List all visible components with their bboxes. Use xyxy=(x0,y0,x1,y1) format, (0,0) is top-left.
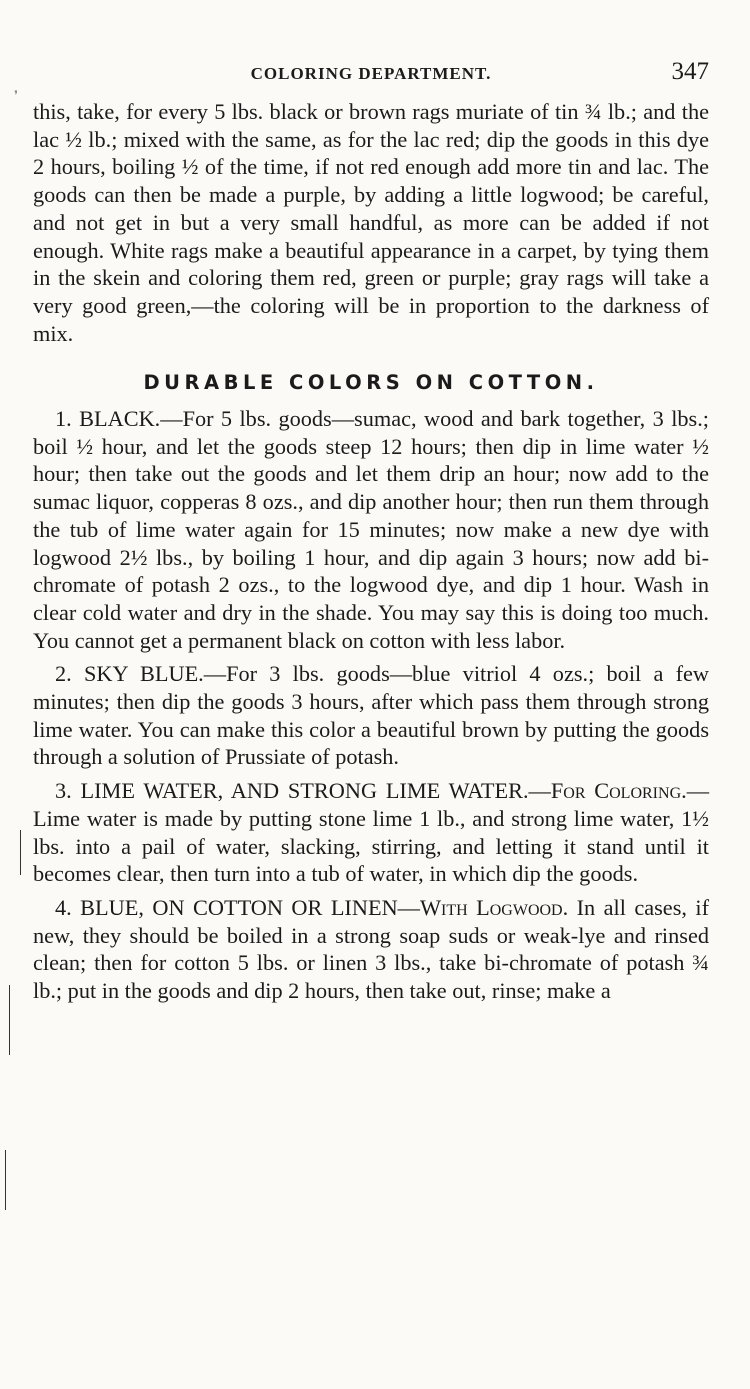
body-text xyxy=(33,98,709,1005)
page-number: 347 xyxy=(671,58,709,85)
section-heading: DURABLE COLORS ON COTTON. xyxy=(143,371,599,395)
recipe-lime-water xyxy=(33,777,709,888)
recipe-subhead: With Logwood. xyxy=(419,894,569,920)
recipe-text: —For 3 lbs. goods—blue vitriol 4 ozs.; boil a few minutes; then dip the goods 3 hours, after which pass them through strong lime water. You can make this color a beautiful brown by putting the goods through a solution of Prussiate of potash. xyxy=(33,661,709,770)
margin-rule-bottom xyxy=(5,1150,6,1210)
margin-rule-middle xyxy=(9,985,10,1055)
recipe-text: —For 5 lbs. goods—sumac, wood and bark together, 3 lbs.; boil ½ hour, and let the goods steep 12 hours; then dip in lime water ½ hour; then take out the goods and let them drip an hour; now add to the sumac liquor, copperas 8 ozs., and dip another hour; then run them through the tub of lime water again for 15 minutes; now make a new dye with logwood 2½ lbs., by boiling 1 hour, and dip again 3 hours; now add bi-chromate of potash 2 ozs., to the logwood dye, and dip 1 hour. Wash in clear cold water and dry in the shade. You may say this is doing too much. You cannot get a permanent black on cotton with less labor. xyxy=(33,406,709,653)
running-head xyxy=(33,58,709,98)
recipe-blue-cotton-linen xyxy=(33,894,709,1005)
recipe-black xyxy=(33,405,709,654)
margin-specks: ❜ xyxy=(14,88,18,102)
book-page xyxy=(33,58,709,1005)
recipe-text: In all cases, if new, they should be boiled in a strong soap suds or weak-lye and rinsed clean; then for cotton 5 lbs. or linen 3 lbs., take bi-chromate of potash ¾ lb.; put in the goods and dip 2 hours, then take out, rinse; make a xyxy=(33,894,709,1004)
margin-rule-top xyxy=(20,830,21,875)
recipe-title: 4. BLUE, ON COTTON OR LINEN— xyxy=(55,894,420,920)
recipe-text: —Lime water is made by putting stone lime 1 lb., and strong lime water, 1½ lbs. into a pail of water, slacking, stirring, and letting it stand until it becomes clear, then turn into a tub of water, in which dip the goods. xyxy=(33,778,709,887)
recipe-title: 2. SKY BLUE. xyxy=(55,661,204,687)
recipe-title: 3. LIME WATER, AND STRONG LIME WATER.— xyxy=(55,778,551,804)
recipe-subhead: For Coloring. xyxy=(550,778,687,804)
recipe-title: 1. BLACK. xyxy=(55,406,161,432)
intro-paragraph: this, take, for every 5 lbs. black or brown rags muriate of tin ¾ lb.; and the lac ½ lb.; mixed with the same, as for the lac red; dip the goods in this dye 2 hours, boiling ½ of the time, if not red enough add more tin and lac. The goods can then be made a purple, by adding a little logwood; be careful, and not get in but a very small handful, as more can be added if not enough. White rags make a beautiful appearance in a carpet, by tying them in the skein and coloring them red, green or purple; gray rags will take a very good green,—the coloring will be in proportion to the darkness of mix. xyxy=(33,99,709,346)
running-title: COLORING DEPARTMENT. xyxy=(250,64,492,83)
recipe-sky-blue xyxy=(33,660,709,771)
